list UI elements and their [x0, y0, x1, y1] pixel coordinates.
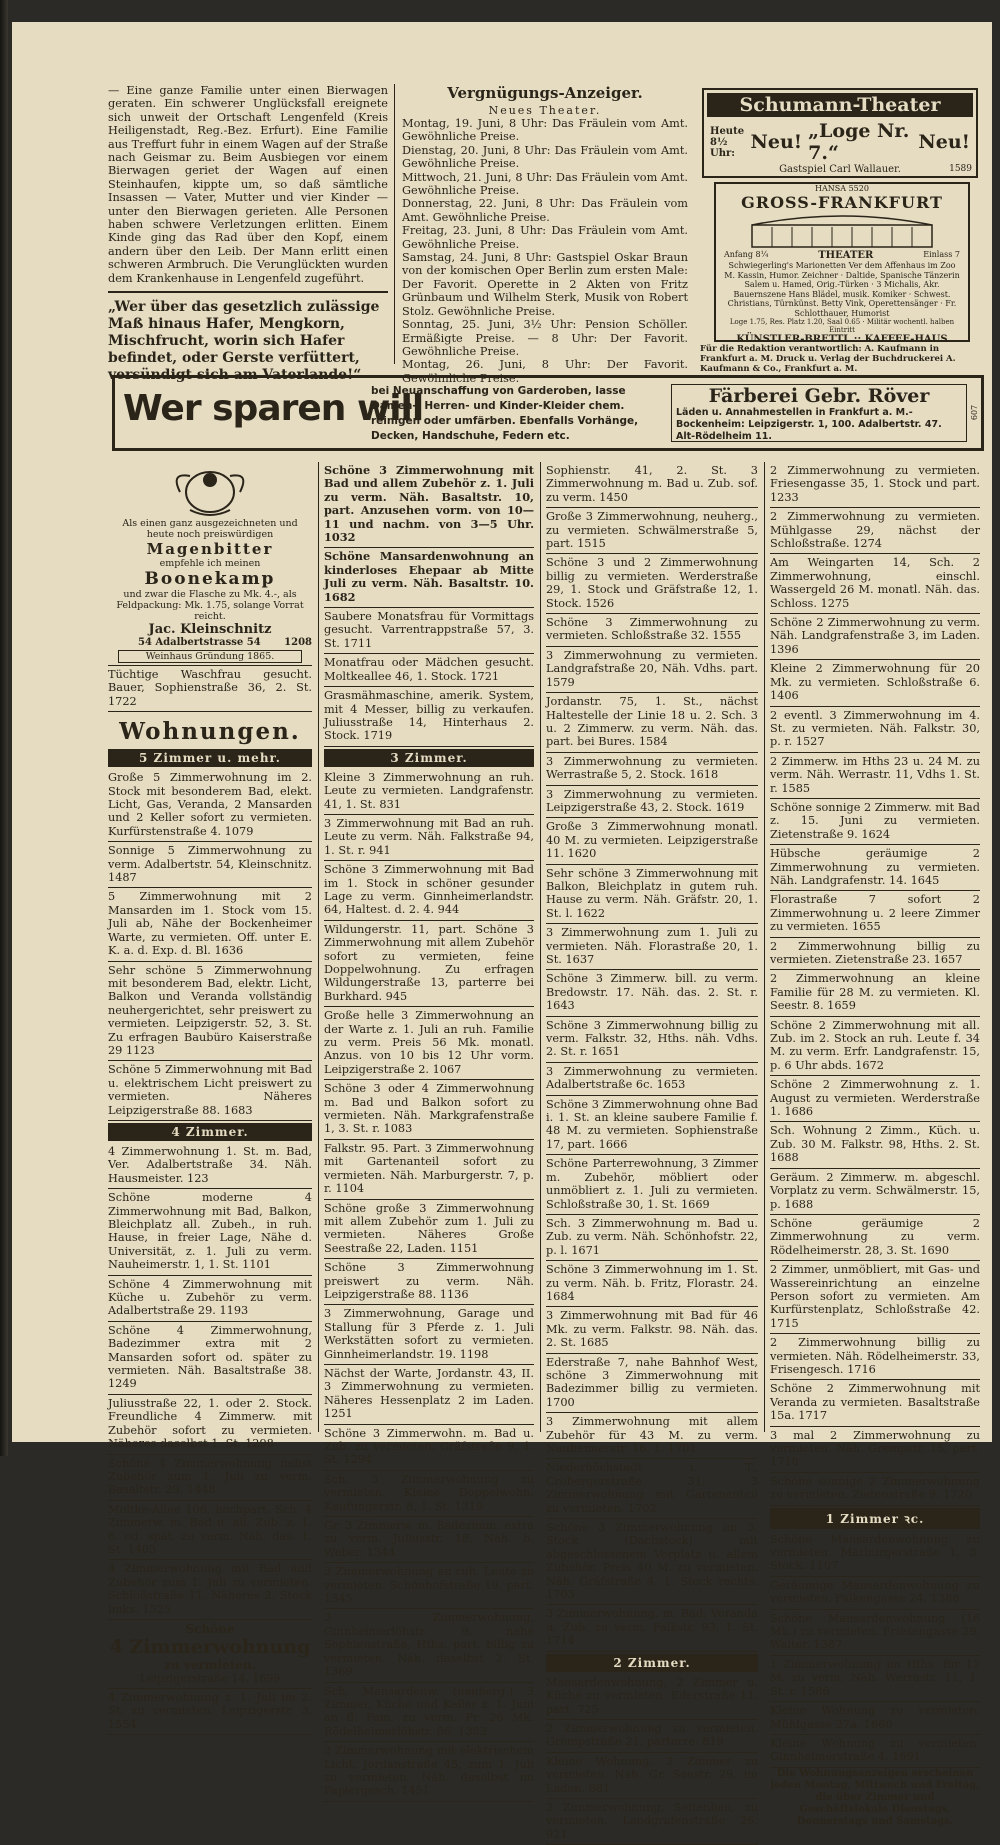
classified-ad: Schöne 5 Zimmerwohnung mit Bad u. elektrischem Licht preiswert zu vermieten. Näheres Leipzigerstraße 88. 1683 — [108, 1061, 312, 1121]
events-title: Vergnügungs-Anzeiger. — [447, 84, 643, 102]
bitter-address: 54 Adalbertstrasse 54 — [138, 637, 261, 648]
bitter-brand: Boonekamp — [144, 569, 276, 589]
gross-theater: THEATER — [818, 250, 874, 261]
classified-ad: Sch. Mansardenw. (neuherg.) 3 Zimmer, Küche und Keller z. 1. Juni an fl. Fam. zu verm. Pr. 26 Mk. Rödelheimerlöhstr. 86. 1383 — [324, 1683, 534, 1743]
classified-ad: Große helle 3 Zimmerwohnung an der Warte z. 1. Juli an ruh. Familie zu verm. Preis 56 Mk. monatl. Anzus. von 10 bis 12 Uhr vorm. Leipzigerstraße 2. 1067 — [324, 1007, 534, 1080]
classified-ad: Niederhöchstadt i. T., Crobergerstraße 31, 3 Zimmerwohnung mit Gartenanteil zu vermieten. 1702 — [546, 1459, 758, 1519]
cherub-emblem-illustration — [160, 462, 260, 518]
schumann-neu: Neu! — [918, 131, 970, 153]
classified-ad: Schöne moderne 4 Zimmerwohnung mit Bad, Balkon, Bleichplatz all. Zubeh., in ruh. Hause, in freier Lage, Nähe d. Universität, z. 1. Juli zu verm. Nauheimerstr. 1, 1. St. 1101 — [108, 1189, 312, 1275]
category-heading: 1 Zimmer ꝛc. — [770, 1508, 980, 1529]
column-2 — [324, 462, 534, 1802]
classified-ad: 2 eventl. 3 Zimmerwohnung im 4. St. zu vermieten. Näh. Falkstr. 30, p. r. 1527 — [770, 707, 980, 753]
classified-ad: 3 Zimmerwohnung mit elektrischem Licht, Jordanstraße 45, zum 1. Juli zu vermieten. Näh. daselbst im Papiergesch. 1451 — [324, 1742, 534, 1802]
event-item: Samstag, 24. Juni, 8 Uhr: Gastspiel Oskar Braun von der komischen Oper Berlin zum ersten Male: Der Favorit. Operette in 2 Akten von Fritz Grünbaum und Wilhelm Sterk, Musik von Robert Stolz. Gewöhnliche Preise. — [402, 251, 688, 318]
classified-ad: Sch. 3 Zimmerwohnung m. Bad u. Zub. zu verm. Näh. Schönhofstr. 22, p. l. 1671 — [546, 1215, 758, 1261]
classified-ad: 3 Zimmerwohnung zum 1. Juli zu vermieten. Näh. Florastraße 20, 1. St. 1637 — [546, 924, 758, 970]
roever-banner-ad — [112, 375, 984, 451]
ad-code: 1589 — [949, 164, 972, 174]
classified-ad: 3 Zimmerwohnung zu vermieten. Leipzigerstraße 43, 2. Stock. 1619 — [546, 786, 758, 819]
ad-address: Leipzigerstraße 14. 1699 — [139, 1671, 281, 1685]
divider — [108, 291, 388, 293]
schumann-theater-ad — [702, 88, 978, 178]
classified-ad: Sch. 3 Zimmerwohnung zu vermieten. Kleine Doppelwohn. Kaufungerstr. 8, 1. St. 1319 — [324, 1471, 534, 1517]
bitter-seller: Jac. Kleinschnitz — [148, 622, 272, 637]
imprint: Für die Redaktion verantwortlich: A. Kaufmann in Frankfurt a. M. Druck u. Verlag der Buchdruckerei A. Kaufmann & Co., Frankfurt a. M. — [700, 344, 956, 374]
classified-ad: Schöne 3 Zimmerwohnung ohne Bad i. 1. St. an kleine saubere Familie f. 48 M. zu vermieten. Sophienstraße 17, part. 1666 — [546, 1096, 758, 1156]
event-item: Dienstag, 20. Juni, 8 Uhr: Das Fräulein vom Amt. Gewöhnliche Preise. — [402, 143, 688, 171]
column-3 — [546, 462, 758, 1845]
classified-ad: Sonnige 5 Zimmerwohnung zu verm. Adalbertstr. 54, Kleinschnitz. 1487 — [108, 842, 312, 888]
classified-ad: Schöne sonnige 2 Zimmerwohnung zu vermieten. Zietenstraße 9. 1720 — [770, 1473, 980, 1506]
classified-ad: Schöne Mansardenwohnung an kinderloses Ehepaar ab Mitte Juli zu verm. Näh. Basaltstr. 10. 1682 — [324, 548, 534, 608]
classified-ad: Große 5 Zimmerwohnung im 2. Stock mit besonderem Bad, elekt. Licht, Gas, Veranda, 2 Mansarden und 2 Keller sofort zu vermieten. Kurfürstenstraße 4. 1079 — [108, 769, 312, 842]
bitter-price: und zwar die Flasche zu Mk. 4.-, als Feldpackung: Mk. 1.75, solange Vorrat reicht. — [116, 589, 304, 622]
classified-ad: 3 Zimmerwohnung, m. Bad, Veranda u. Zub. zu verm. Falkstr. 93, 1. St. 1714 — [546, 1605, 758, 1651]
classified-ad: 3 mal 2 Zimmerwohnung zu vermieten. Näh. Grempstr. 15, part. 1718 — [770, 1427, 980, 1473]
banner-shops: Läden u. Annahmestellen in Frankfurt a. M.-Bockenheim: Leipzigerstr. 1, 100. Adalbertstr. 47. Alt-Rödelheim 11. — [676, 407, 942, 442]
classified-ad: Schöne geräumige 2 Zimmerwohnung zu verm. Rödelheimerstr. 28, 3. St. 1690 — [770, 1215, 980, 1261]
column-1 — [108, 462, 312, 1735]
classified-ad: Grasmähmaschine, amerik. System, mit 4 Messer, billig zu verkaufen. Juliusstraße 14, Hinterhaus 2. Stock. 1719 — [324, 687, 534, 747]
classified-ad: Schöne 2 Zimmerwohnung mit Veranda zu vermieten. Basaltstraße 15a. 1717 — [770, 1380, 980, 1426]
classified-ad: 5 Zimmerwohnung mit 2 Mansarden im 1. Stock vom 15. Juli ab, Nähe der Bockenheimer Warte, zu vermieten. Off. unter E. K. a. d. Exp. d. Bl. 1636 — [108, 888, 312, 961]
classified-ad: 3 Zimmerwohnung zu vermieten. Landgrafstraße 20, Näh. Vdhs. part. 1579 — [546, 647, 758, 693]
classified-ad: 1 Zimmerwohnung im Hths. für 12 M. zu verm. Näh. Werrastr. 11, 1. St. r. 1586 — [770, 1656, 980, 1702]
event-item: Donnerstag, 22. Juni, 8 Uhr: Das Fräulein vom Amt. Gewöhnliche Preise. — [402, 197, 688, 224]
classified-ad: Gr. 3 Zimmerw. m. Badezimm. extra zu verm. Juliusstr. 18, Näh. b. Weber. 1344 — [324, 1517, 534, 1563]
classified-ad: Am Weingarten 14, Sch. 2 Zimmerwohnung, einschl. Wassergeld 26 M. monatl. Näh. das. Schloss. 1275 — [770, 554, 980, 614]
bitter-founded: Weinhaus Gründung 1865. — [118, 650, 302, 663]
classified-ad: Kleine Wohnung zu vermieten. Ginnheimerstraße 4. 1691 — [770, 1735, 980, 1768]
classified-ad: Schöne 3 Zimmerwohnung im 3. Stock (Dachstock) mit abgeschlossenem Vorplatz u. allem Zubehör, Preis 40 M. zu vermieten. Näh. Gräfstraße 4, 1. Stock rechts. 1703 — [546, 1519, 758, 1605]
event-item: Freitag, 23. Juni, 8 Uhr: Das Fräulein vom Amt. Gewöhnliche Preise. — [402, 224, 688, 251]
classified-ad: Nächst der Warte, Jordanstr. 43, II. 3 Zimmerwohnung zu vermieten. Näheres Hessenplatz 2 im Laden. 1251 — [324, 1365, 534, 1425]
ad-code: 1208 — [284, 637, 312, 648]
classified-ad: Geräumige Mansardenwohnung zu vermieten. Falkengasse 24. 1386 — [770, 1577, 980, 1610]
event-item: Montag, 26. Juni, 8 Uhr: Der Favorit. Gewöhnliche Preise. — [402, 358, 688, 385]
classified-ad: Schöne sonnige 2 Zimmerw. mit Bad z. 15. Juni zu vermieten. Zietenstraße 9. 1624 — [770, 799, 980, 845]
bitter-name: Magenbitter — [146, 540, 274, 558]
schumann-gast: Gastspiel Carl Wallauer. — [779, 164, 901, 175]
classified-ad: Saubere Monatsfrau für Vormittags gesucht. Varrentrappstraße 57, 3. St. 1711 — [324, 608, 534, 654]
classified-ad: Schöne 3 Zimmerwohnung zu vermieten. Schloßstraße 32. 1555 — [546, 614, 758, 647]
event-item: Sonntag, 25. Juni, 3½ Uhr: Pension Schöller. Ermäßigte Preise. — 8 Uhr: Der Favorit. Gewöhnliche Preise. — [402, 318, 688, 358]
classified-ad: Schöne 3 und 2 Zimmerwohnung billig zu vermieten. Werderstraße 29, 1. Stock und Gräfstraße 12, 1. Stock. 1526 — [546, 554, 758, 614]
classified-ad: 4 Zimmerwohnung z. 1. Juli im 2. St. zu vermieten. Leipzigerstr. 3. 1554 — [108, 1689, 312, 1735]
classified-ad: 2 Zimmerwohnung zu vermieten. Grempstraße 21, parterre. 819 — [546, 1720, 758, 1753]
gross-program: Schwiegerling's Marionetten Ver dem Affenhaus im Zoo M. Kassin, Humor. Zeichner · Daltide, Spanische Tänzerin Salem u. Hamed, Orig.-Türken · 3 Michalis, Akr. Bauernszene Hans Blädel, musik. Komiker · Schwest. Christians, Türnkünst. Betty Vink, Operettensänger · Fr. Schlotthauer, Humorist — [724, 261, 960, 318]
classified-ad: 3 Zimmerwohnung mit Bad für 46 Mk. zu verm. Falkstr. 98. Näh. das. 2. St. 1685 — [546, 1307, 758, 1353]
ad-sub: zu vermieten. — [164, 1657, 256, 1672]
classified-ad: Schöne 3 Zimmerwohnung mit Bad und allem Zubehör z. 1. Juli zu verm. Näh. Basaltstr. 10, part. Anzusehen vorm. von 10—11 und nachm. von 3—5 Uhr. 1032 — [324, 462, 534, 548]
classified-ad: Juliusstraße 22, 1. oder 2. Stock. Freundliche 4 Zimmerw. mit Zubehör sofort zu vermieten. Näheres daselbst 1. St. 1298 — [108, 1395, 312, 1455]
category-heading: 4 Zimmer. — [108, 1123, 312, 1141]
schumann-show: „Loge Nr. 7.“ — [808, 120, 910, 164]
events-listing — [402, 84, 688, 385]
classified-ad: Sehr schöne 3 Zimmerwohnung mit Balkon, Bleichplatz in gutem ruh. Hause zu verm. Näh. Gräfstr. 20, 1. St. l. 1622 — [546, 865, 758, 925]
notice-text: Die Wohnungsanzeigen erscheinen jeden Montag, Mittwoch und Freitag, die über Zimmer und Geschäftslokale Dienstags, Donnerstags und Samstags. — [770, 1767, 980, 1827]
category-heading: 3 Zimmer. — [324, 749, 534, 767]
classified-ad: 3 Zimmerwohnung mit Bad an ruh. Leute zu verm. Näh. Falkstraße 94, 1. St. r. 941 — [324, 815, 534, 861]
classified-ad: Schöne 3 Zimmerwohnung billig zu verm. Falkstr. 32, Hths. näh. Vdhs. 2. St. r. 1651 — [546, 1017, 758, 1063]
classified-ad: Monatfrau oder Mädchen gesucht. Moltkeallee 46, 1. Stock. 1721 — [324, 654, 534, 687]
classified-ad: Schöne 4 Zimmerwohnung, Badezimmer extra mit 2 Mansarden sofort od. später zu vermieten. Näh. Basaltstraße 38. 1249 — [108, 1322, 312, 1395]
gross-prices: Loge 1.75, Res. Platz 1.20, Saal 0.65 · Militär wochentl. halben Eintritt — [729, 318, 955, 334]
classified-ad: Schöne 3 Zimmerwohn. m. Bad u. Zub. zu vermieten. Gräfstraße 9, 1. St. 1294 — [324, 1425, 534, 1471]
classified-ad: Schöne 3 Zimmerwohnung preiswert zu verm. Näh. Leipzigerstraße 88. 1136 — [324, 1259, 534, 1305]
event-item: Mittwoch, 21. Juni, 8 Uhr: Das Fräulein vom Amt. Gewöhnliche Preise. — [402, 170, 688, 198]
classified-ad: 2 Zimmerwohnung an kleine Familie für 28 M. zu vermieten. Kl. Seestr. 8. 1659 — [770, 970, 980, 1016]
classified-ad: 2 Zimmerwohnung billig zu vermieten. Näh. Rödelheimerstr. 33, Frisengesch. 1716 — [770, 1334, 980, 1380]
classified-ad: Schöne 2 Zimmerwohnung zu verm. Näh. Landgrafenstraße 3, im Laden. 1396 — [770, 614, 980, 660]
classified-ad: 3 Zimmerwohnung mit allem Zubehör für 43 M. zu verm. Nauheimerstr. 16, 1. 1701 — [546, 1413, 758, 1459]
classified-ad: Wildungerstr. 11, part. Schöne 3 Zimmerwohnung mit allem Zubehör sofort zu vermieten, feine Doppelwohnung. Zu erfragen Wildungerstraße 13, parterre bei Burkhard. 945 — [324, 921, 534, 1007]
classified-ad: 3 Zimmerwohnung, Garage und Stallung für 3 Pferde z. 1. Juli Werkstätten sofort zu vermieten. Ginnheimerlandstr. 19. 1198 — [324, 1305, 534, 1365]
schumann-title: Schumann-Theater — [707, 93, 973, 117]
classified-ad: Große 3 Zimmerwohnung monatl. 40 M. zu vermieten. Leipzigerstraße 11. 1620 — [546, 818, 758, 864]
hansa-phone: HANSA 5520 — [815, 184, 869, 193]
gross-anfang: Anfang 8¼ — [724, 250, 769, 259]
classified-ad: Sehr schöne 5 Zimmerwohnung mit besonderem Bad, elektr. Licht, Balkon und Veranda vollständig neuhergerichtet, sehr preiswert zu vermieten. Leipzigerstr. 52, 3. St. Zu erfragen Baubüro Kaiserstraße 29 1123 — [108, 962, 312, 1062]
ad-lead: Schöne — [185, 1621, 235, 1636]
classified-ad: Sch. Wohnung 2 Zimm., Küch. u. Zub. 30 M. Falkstr. 98, Hths. 2. St. 1688 — [770, 1122, 980, 1168]
ad-main: 4 Zimmerwohnung — [109, 1635, 311, 1658]
classified-ad: Florastraße 7 sofort 2 Zimmerwohnung u. 2 leere Zimmer zu vermieten. 1655 — [770, 891, 980, 937]
category-heading: 2 Zimmer. — [546, 1654, 758, 1672]
schumann-neu: Neu! — [750, 131, 803, 153]
classified-ad: 3 Zimmerwohnung, Ginnheimerlöhstr. 9, nahe Sophienstraße, Hths. part. billig zu vermieten. Näh. daselbst 2. St. 1369 — [324, 1609, 534, 1682]
classified-ad: 2 Zimmer, unmöbliert, mit Gas- und Wassereinrichtung an einzelne Person sofort zu vermieten. Am Kurfürstenplatz, Schloßstraße 42. 1715 — [770, 1261, 980, 1334]
classified-ad: Kleine Wohnung, 2 Zimmer zu vermieten. Näh. Gr. Seestr. 29, im Laden. 881 — [546, 1753, 758, 1799]
news-story — [108, 84, 388, 384]
classified-ad: 4 Zimmerwohnung mit Bad und Zubehör zum 1. Juli zu vermieten. Schloßstraße 11. Näheres 2. Stock links. 1525 — [108, 1560, 312, 1620]
schumann-heute: Heute — [710, 125, 745, 137]
classified-ad: 2 Zimmerw. im Hths 23 u. 24 M. zu verm. Näh. Werrastr. 11, Vdhs 1. St. r. 1585 — [770, 753, 980, 799]
classified-ad: Schöne 3 Zimmerwohnung im 1. St. zu verm. Näh. b. Fritz, Florastr. 24. 1684 — [546, 1261, 758, 1307]
ad-code: 607 — [969, 404, 979, 421]
classified-ad: 2 Zimmerwohnung zu vermieten. Mühlgasse 29, nächst der Schloßstraße. 1274 — [770, 508, 980, 554]
classified-ad: Große 3 Zimmerwohnung, neuherg., zu vermieten. Schwälmerstraße 5, part. 1515 — [546, 508, 758, 554]
classified-ad: Tüchtige Waschfrau gesucht. Bauer, Sophienstraße 36, 2. St. 1722 — [108, 665, 312, 712]
classified-ad: 3 Zimmerwohnung zu vermieten. Werrastraße 5, 2. Stock. 1618 — [546, 753, 758, 786]
gross-title: GROSS-FRANKFURT — [741, 193, 943, 212]
classified-ad: Schöne 3 Zimmerw. bill. zu verm. Bredowstr. 17. Näh. das. 2. St. r. 1643 — [546, 970, 758, 1016]
classified-ad: Schöne 4 Zimmerwohnung nebst Zubehör zum 1. Juli zu verm. Basaltstr. 29. 1448 — [108, 1455, 312, 1501]
classified-ad: Sophienstr. 41, 2. St. 3 Zimmerwohnung m. Bad u. Zub. sof. zu verm. 1450 — [546, 462, 758, 508]
classified-ad: Schöne 2 Zimmerwohnung z. 1. August zu vermieten. Werderstraße 1. 1686 — [770, 1076, 980, 1122]
divider — [318, 462, 319, 1432]
classified-ad: 4 Zimmerwohnung 1. St. m. Bad, Ver. Adalbertstraße 34. Näh. Hausmeister. 123 — [108, 1143, 312, 1189]
classified-ad: Kleine 2 Zimmerwohnung für 20 Mk. zu vermieten. Schloßstraße 6. 1406 — [770, 660, 980, 706]
classified-ad: Falkstr. 95. Part. 3 Zimmerwohnung mit Gartenanteil sofort zu vermieten. Näh. Marburgerstr. 7, p. r. 1104 — [324, 1140, 534, 1200]
theater-name: Neues Theater. — [488, 104, 602, 117]
banner-text: bei Neuanschaffung von Garderoben, lasse Damen-, Herren- und Kinder-Kleider chem. reinigen oder umfärben. Ebenfalls Vorhänge, Decken, Handschuhe, Federn etc. — [371, 385, 639, 442]
classified-ad: Moltke-Allee 106, hochpart. Sch. 4 Zimmerw. m. Bad u. all. Zub. z. 1. 6. od. spät. zu verm. Näh. das. 1. St. 1403 — [108, 1501, 312, 1561]
schumann-time: 8½ Uhr: — [710, 136, 735, 159]
classified-ad: 2 Zimmerwohnung billig zu vermieten. Zietenstraße 23. 1657 — [770, 938, 980, 971]
classified-ad: 2 Zimmerwohnung zu vermieten. Friesengasse 35, 1. Stock und part. 1233 — [770, 462, 980, 508]
appeal-text: „Wer über das gesetzlich zulässige Maß hinaus Hafer, Mengkorn, Mischfrucht, worin sich Hafer befindet, oder Gerste verfüttert, versündigt sich am Vaterlande!“ — [108, 299, 380, 384]
classified-ad: Kleine 3 Zimmerwohnung an ruh. Leute zu vermieten. Landgrafenstr. 41, 1. St. 831 — [324, 769, 534, 815]
classified-ad: Jordanstr. 75, 1. St., nächst Haltestelle der Linie 18 u. 2. Sch. 3 u. 2 Zimmerw. zu verm. Näh. das. part. bei Bures. 1584 — [546, 693, 758, 753]
theater-building-illustration — [742, 213, 942, 249]
classified-ad: Schöne Mansardenwohnung (16 Mk.) zu vermieten. Friesengasse 29, Walter. 1387 — [770, 1610, 980, 1656]
column-4 — [770, 462, 980, 1828]
event-item: Montag, 19. Juni, 8 Uhr: Das Fräulein vom Amt. Gewöhnliche Preise. — [402, 117, 688, 144]
classified-ad: Hübsche geräumige 2 Zimmerwohnung zu vermieten. Näh. Landgrafenstr. 14. 1645 — [770, 845, 980, 891]
gross-einlass: Einlass 7 — [923, 250, 960, 259]
classified-ad: Schöne 2 Zimmerwohnung mit all. Zub. im 2. Stock an ruh. Leute f. 34 M. zu verm. Erfr. Landgrafenstr. 15, p. 6 Uhr abds. 1672 — [770, 1017, 980, 1077]
divider — [394, 84, 395, 364]
classified-ad: Schöne Parterrewohnung, 3 Zimmer m. Zubehör, möbliert oder unmöbliert z. 1. Juli zu vermieten. Schloßstraße 30, 1. St. 1669 — [546, 1155, 758, 1215]
classified-ad: 3 Zimmerwohnung an ruh. Leute zu vermieten. Schönhofstraße 19, part. 1345 — [324, 1563, 534, 1609]
banner-headline: Wer sparen will — [123, 388, 424, 429]
classified-ad: Ederstraße 7, nahe Bahnhof West, schöne 3 Zimmerwohnung mit Badezimmer billig zu vermieten. 1700 — [546, 1354, 758, 1414]
book-spine — [0, 0, 8, 1456]
classified-ad: Schöne Mansardenwohnung zu vermieten. Marburgerstraße 1, 3. Stock. 1107 — [770, 1531, 980, 1577]
banner-company: Färberei Gebr. Röver — [708, 385, 930, 407]
classified-ad: 3 Zimmerwohnung zu vermieten. Adalbertstraße 6c. 1653 — [546, 1063, 758, 1096]
gross-frankfurt-ad — [714, 182, 970, 345]
category-heading: 5 Zimmer u. mehr. — [108, 749, 312, 767]
gross-footer: KÜNSTLER-BRETTL :: KAFFEE-HAUS — [736, 334, 948, 345]
classified-ad: Mansardenwohnung, 2 Zimmer u. Küche zu vermieten. Ederstraße 11, part. 725 — [546, 1674, 758, 1720]
divider — [540, 462, 541, 1432]
divider — [764, 462, 765, 1432]
display-ad — [108, 1620, 312, 1689]
bitter-sub: empfehle ich meinen — [159, 558, 261, 569]
classified-ad: Schöne große 3 Zimmerwohnung mit allem Zubehör zum 1. Juli zu vermieten. Näheres Große Seestraße 22, Laden. 1151 — [324, 1200, 534, 1260]
classified-ad: Kleine Wohnung zu vermieten. Mühlgasse 27a. 1660 — [770, 1702, 980, 1735]
bitter-intro: Als einen ganz ausgezeichneten und heute noch preiswürdigen — [122, 518, 298, 540]
classified-ad: Geräum. 2 Zimmerw. m. abgeschl. Vorplatz zu verm. Schwälmerstr. 15, p. 1688 — [770, 1169, 980, 1215]
story-text: — Eine ganze Familie unter einen Bierwagen geraten. Ein schwerer Unglücksfall ereignete sich unweit der Ortschaft Lengenfeld (Kreis Heiligenstadt, Reg.-Bez. Erfurt). Eine Familie aus Treffurt fuhr in einem Wagen auf der Straße nach Geismar zu. Beim Ausbiegen vor einem Bierwagen geriet der Wagen auf einen Steinhaufen, kippte um, so daß sämtliche Insassen — Vater, Mutter und vier Kinder — unter den Bierwagen gerieten. Alle Personen haben schwere Verletzungen erlitten. Einem Kinde ging das Rad über den Kopf, einem andern über den Leib. Der Mann erlitt einen schweren Armbruch. Die Verunglückten wurden dem Krankenhause in Lengenfeld zugeführt. — [108, 84, 388, 285]
classified-ad: Schöne 4 Zimmerwohnung mit Küche u. Zubehör zu verm. Adalbertstraße 29. 1193 — [108, 1276, 312, 1322]
classified-ad: 2 Zimmerwohnung, Seitenbau, zu vermieten. Landgrafenstraße 26. 921 — [546, 1799, 758, 1845]
classified-ad: Schöne 3 Zimmerwohnung mit Bad im 1. Stock in schöner gesunder Lage zu verm. Ginnheimerlandstr. 64, Haltest. d. 2. 4. 944 — [324, 861, 534, 921]
section-title: Wohnungen. — [119, 718, 301, 746]
newspaper-page — [12, 22, 992, 1841]
classified-ad: Schöne 3 oder 4 Zimmerwohnung m. Bad und Balkon sofort zu vermieten. Näh. Markgrafenstraße 1, 3. St. r. 1083 — [324, 1080, 534, 1140]
